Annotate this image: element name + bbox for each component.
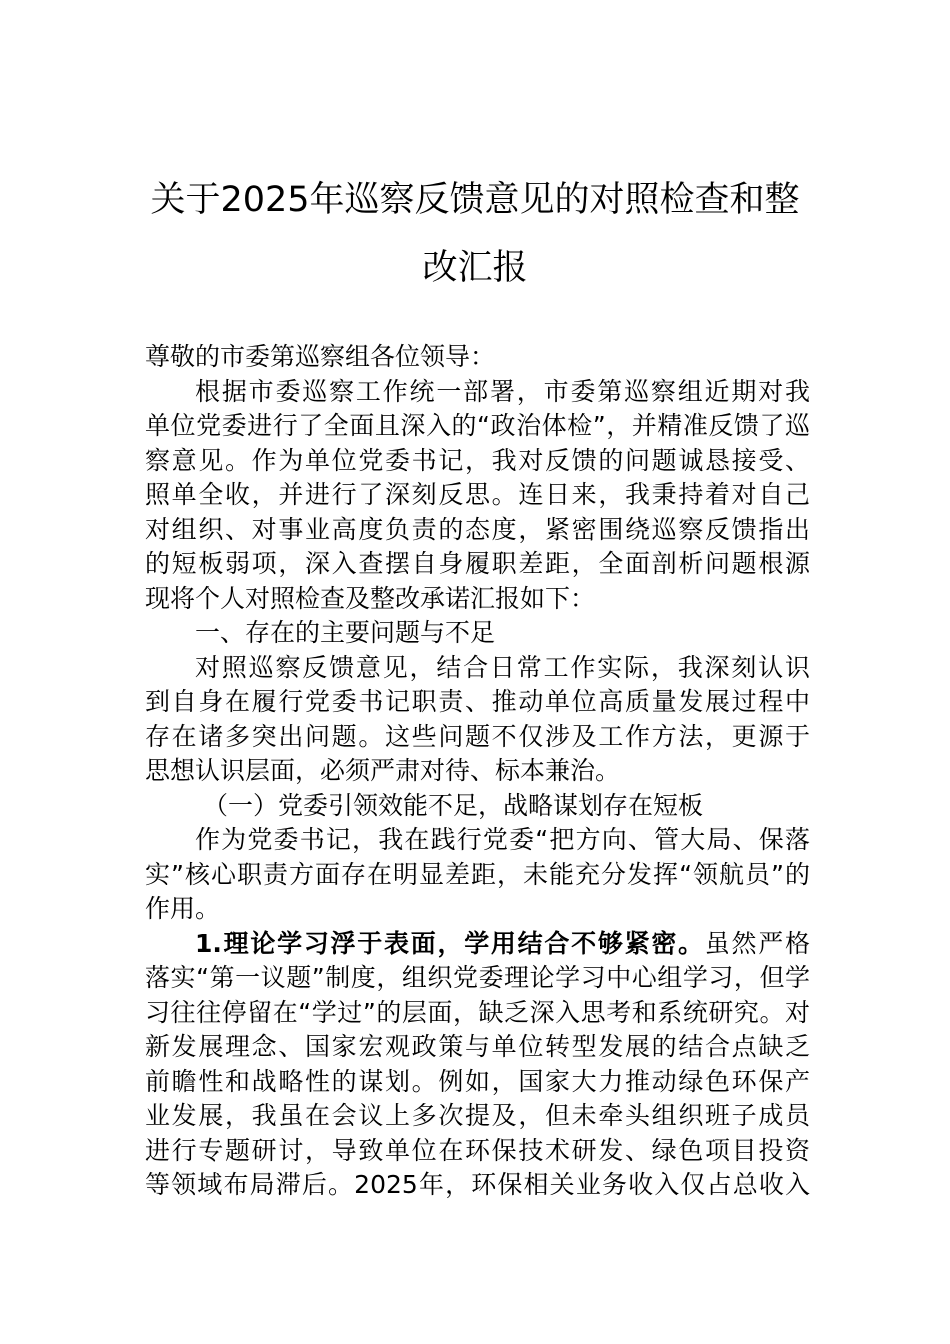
document-title-line-1: 关于2025年巡察反馈意见的对照检查和整	[150, 180, 800, 220]
paragraph-line: 思想认识层面，必须严肃对待、标本兼治。	[145, 756, 621, 785]
paragraph-line: 察意见。作为单位党委书记，我对反馈的问题诚恳接受、	[145, 445, 810, 475]
bold-point-heading: 1.理论学习浮于表面，学用结合不够紧密。	[195, 928, 705, 958]
paragraph-line: 的短板弱项，深入查摆自身履职差距，全面剖析问题根源	[145, 549, 810, 578]
paragraph-line: 作为党委书记，我在践行党委“把方向、管大局、保落	[195, 825, 810, 854]
section-heading: 一、存在的主要问题与不足	[195, 618, 496, 647]
document-title-line-2: 改汇报	[422, 248, 528, 288]
paragraph-line: 对照巡察反馈意见，结合日常工作实际，我深刻认识	[195, 652, 810, 682]
salutation: 尊敬的市委第巡察组各位领导：	[145, 342, 496, 371]
paragraph-line: 落实“第一议题”制度，组织党委理论学习中心组学习，但学	[145, 963, 810, 992]
paragraph-line: 对组织、对事业高度负责的态度，紧密围绕巡察反馈指出	[145, 514, 810, 544]
paragraph-line: 到自身在履行党委书记职责、推动单位高质量发展过程中	[145, 687, 810, 716]
paragraph-line: 存在诸多突出问题。这些问题不仅涉及工作方法，更源于	[145, 721, 810, 751]
paragraph-text: 虽然严格	[704, 928, 810, 958]
paragraph-line: 进行专题研讨，导致单位在环保技术研发、绿色项目投资	[145, 1135, 810, 1165]
paragraph-line: 作用。	[145, 894, 221, 923]
paragraph-line: 业发展，我虽在会议上多次提及，但未牵头组织班子成员	[145, 1101, 810, 1130]
paragraph-line: 实”核心职责方面存在明显差距，未能充分发挥“领航员”的	[145, 859, 810, 889]
paragraph-line-with-heading	[145, 927, 810, 962]
document-body	[145, 340, 810, 1203]
paragraph-line: 习往往停留在“学过”的层面，缺乏深入思考和系统研究。对	[145, 997, 810, 1027]
subsection-heading: （一）党委引领效能不足，战略谋划存在短板	[203, 790, 704, 820]
paragraph-line: 照单全收，并进行了深刻反思。连日来，我秉持着对自己	[145, 480, 810, 509]
paragraph-line: 根据市委巡察工作统一部署，市委第巡察组近期对我	[195, 376, 810, 406]
paragraph-line: 前瞻性和战略性的谋划。例如，国家大力推动绿色环保产	[145, 1066, 810, 1096]
paragraph-line: 等领域布局滞后。2025年，环保相关业务收入仅占总收入	[145, 1170, 810, 1199]
paragraph-line: 新发展理念、国家宏观政策与单位转型发展的结合点缺乏	[145, 1032, 810, 1061]
paragraph-line: 单位党委进行了全面且深入的“政治体检”，并精准反馈了巡	[145, 411, 810, 440]
paragraph-line: 现将个人对照检查及整改承诺汇报如下：	[145, 583, 596, 613]
